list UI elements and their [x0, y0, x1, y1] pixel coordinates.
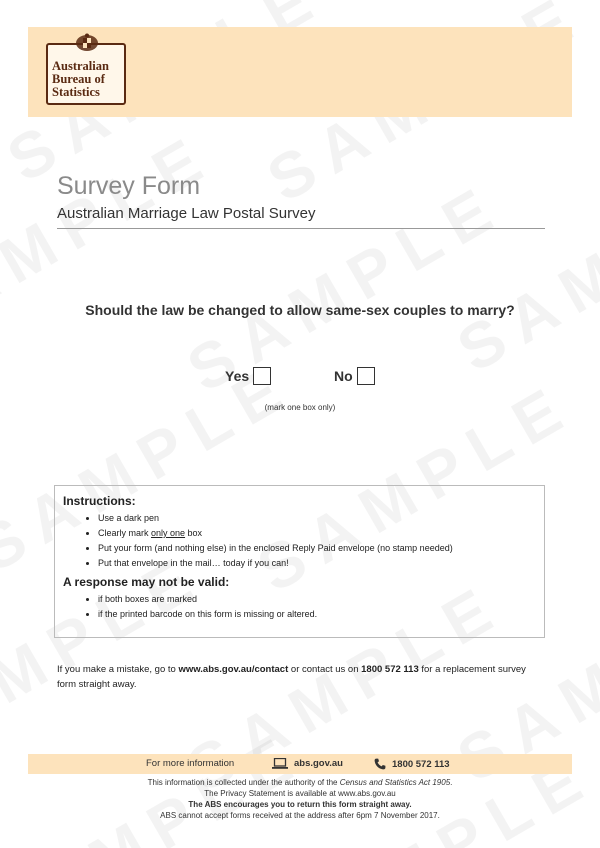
- mistake-text: If you make a mistake, go to: [57, 664, 179, 675]
- act-name: Census and Statistics Act 1905: [339, 778, 451, 787]
- list-item: [98, 526, 544, 541]
- watermark-text: [445, 147, 600, 386]
- list-item-text: Clearly mark: [98, 528, 152, 538]
- contact-phone: 1800 572 113: [361, 664, 419, 675]
- abs-logo: [46, 43, 126, 105]
- contact-url: www.abs.gov.au/contact: [178, 664, 289, 675]
- fine-text: .: [450, 778, 453, 787]
- logo-wordmark: [52, 60, 120, 99]
- mark-note: (mark one box only): [264, 403, 336, 412]
- phone-icon: [374, 758, 386, 770]
- no-option: [334, 367, 375, 385]
- mistake-notice: [57, 662, 547, 692]
- mistake-text: for a replacement survey form straight away.: [57, 664, 526, 690]
- yes-label: Yes: [225, 368, 250, 384]
- fine-text: This information is collected under the authority of the: [147, 778, 340, 787]
- watermark-text: [0, 117, 226, 356]
- yes-option: [225, 367, 271, 385]
- invalid-list: [63, 592, 544, 622]
- more-info-label: For more information: [146, 758, 235, 769]
- page-title: Survey Form: [57, 172, 201, 200]
- survey-question: Should the law be changed to allow same-sex couples to marry?: [85, 302, 515, 318]
- list-item: • Use a dark pen: [98, 511, 544, 526]
- website-contact: [272, 758, 343, 769]
- list-item: • if both boxes are marked: [98, 592, 544, 607]
- page-subtitle: Australian Marriage Law Postal Survey: [57, 205, 316, 222]
- instructions-list: [63, 511, 544, 571]
- logo-line: Bureau of: [52, 72, 105, 86]
- laptop-icon: [272, 758, 288, 769]
- fine-print-deadline: ABS cannot accept forms received at the address after 6pm 7 November 2017.: [160, 811, 440, 820]
- coat-of-arms-icon: [74, 33, 100, 53]
- fine-print-encourage: The ABS encourages you to return this form straight away.: [188, 800, 412, 809]
- website-text: abs.gov.au: [294, 758, 343, 769]
- yes-checkbox[interactable]: [253, 367, 271, 385]
- footer-band: [28, 754, 572, 774]
- list-item: • if the printed barcode on this form is missing or altered.: [98, 607, 544, 622]
- list-item: • Put your form (and nothing else) in the enclosed Reply Paid envelope (no stamp needed): [98, 541, 544, 556]
- fine-print-privacy: The Privacy Statement is available at www.abs.gov.au: [204, 789, 396, 798]
- phone-text: 1800 572 113: [392, 758, 450, 770]
- fine-print-authority: [0, 778, 600, 788]
- list-item: • Put that envelope in the mail… today if you can!: [98, 556, 544, 571]
- invalid-heading: A response may not be valid:: [63, 575, 230, 589]
- phone-contact: [374, 758, 450, 770]
- header-band: [28, 27, 572, 117]
- divider: [57, 228, 545, 229]
- instructions-heading: Instructions:: [63, 494, 136, 508]
- logo-line: Statistics: [52, 85, 100, 99]
- mistake-text: or contact us on: [288, 664, 362, 675]
- list-item-emphasis: only one: [151, 528, 186, 538]
- list-item-text: box: [185, 528, 203, 538]
- logo-line: Australian: [52, 59, 109, 73]
- no-label: No: [334, 368, 353, 384]
- no-checkbox[interactable]: [357, 367, 375, 385]
- instructions-panel: [54, 485, 545, 638]
